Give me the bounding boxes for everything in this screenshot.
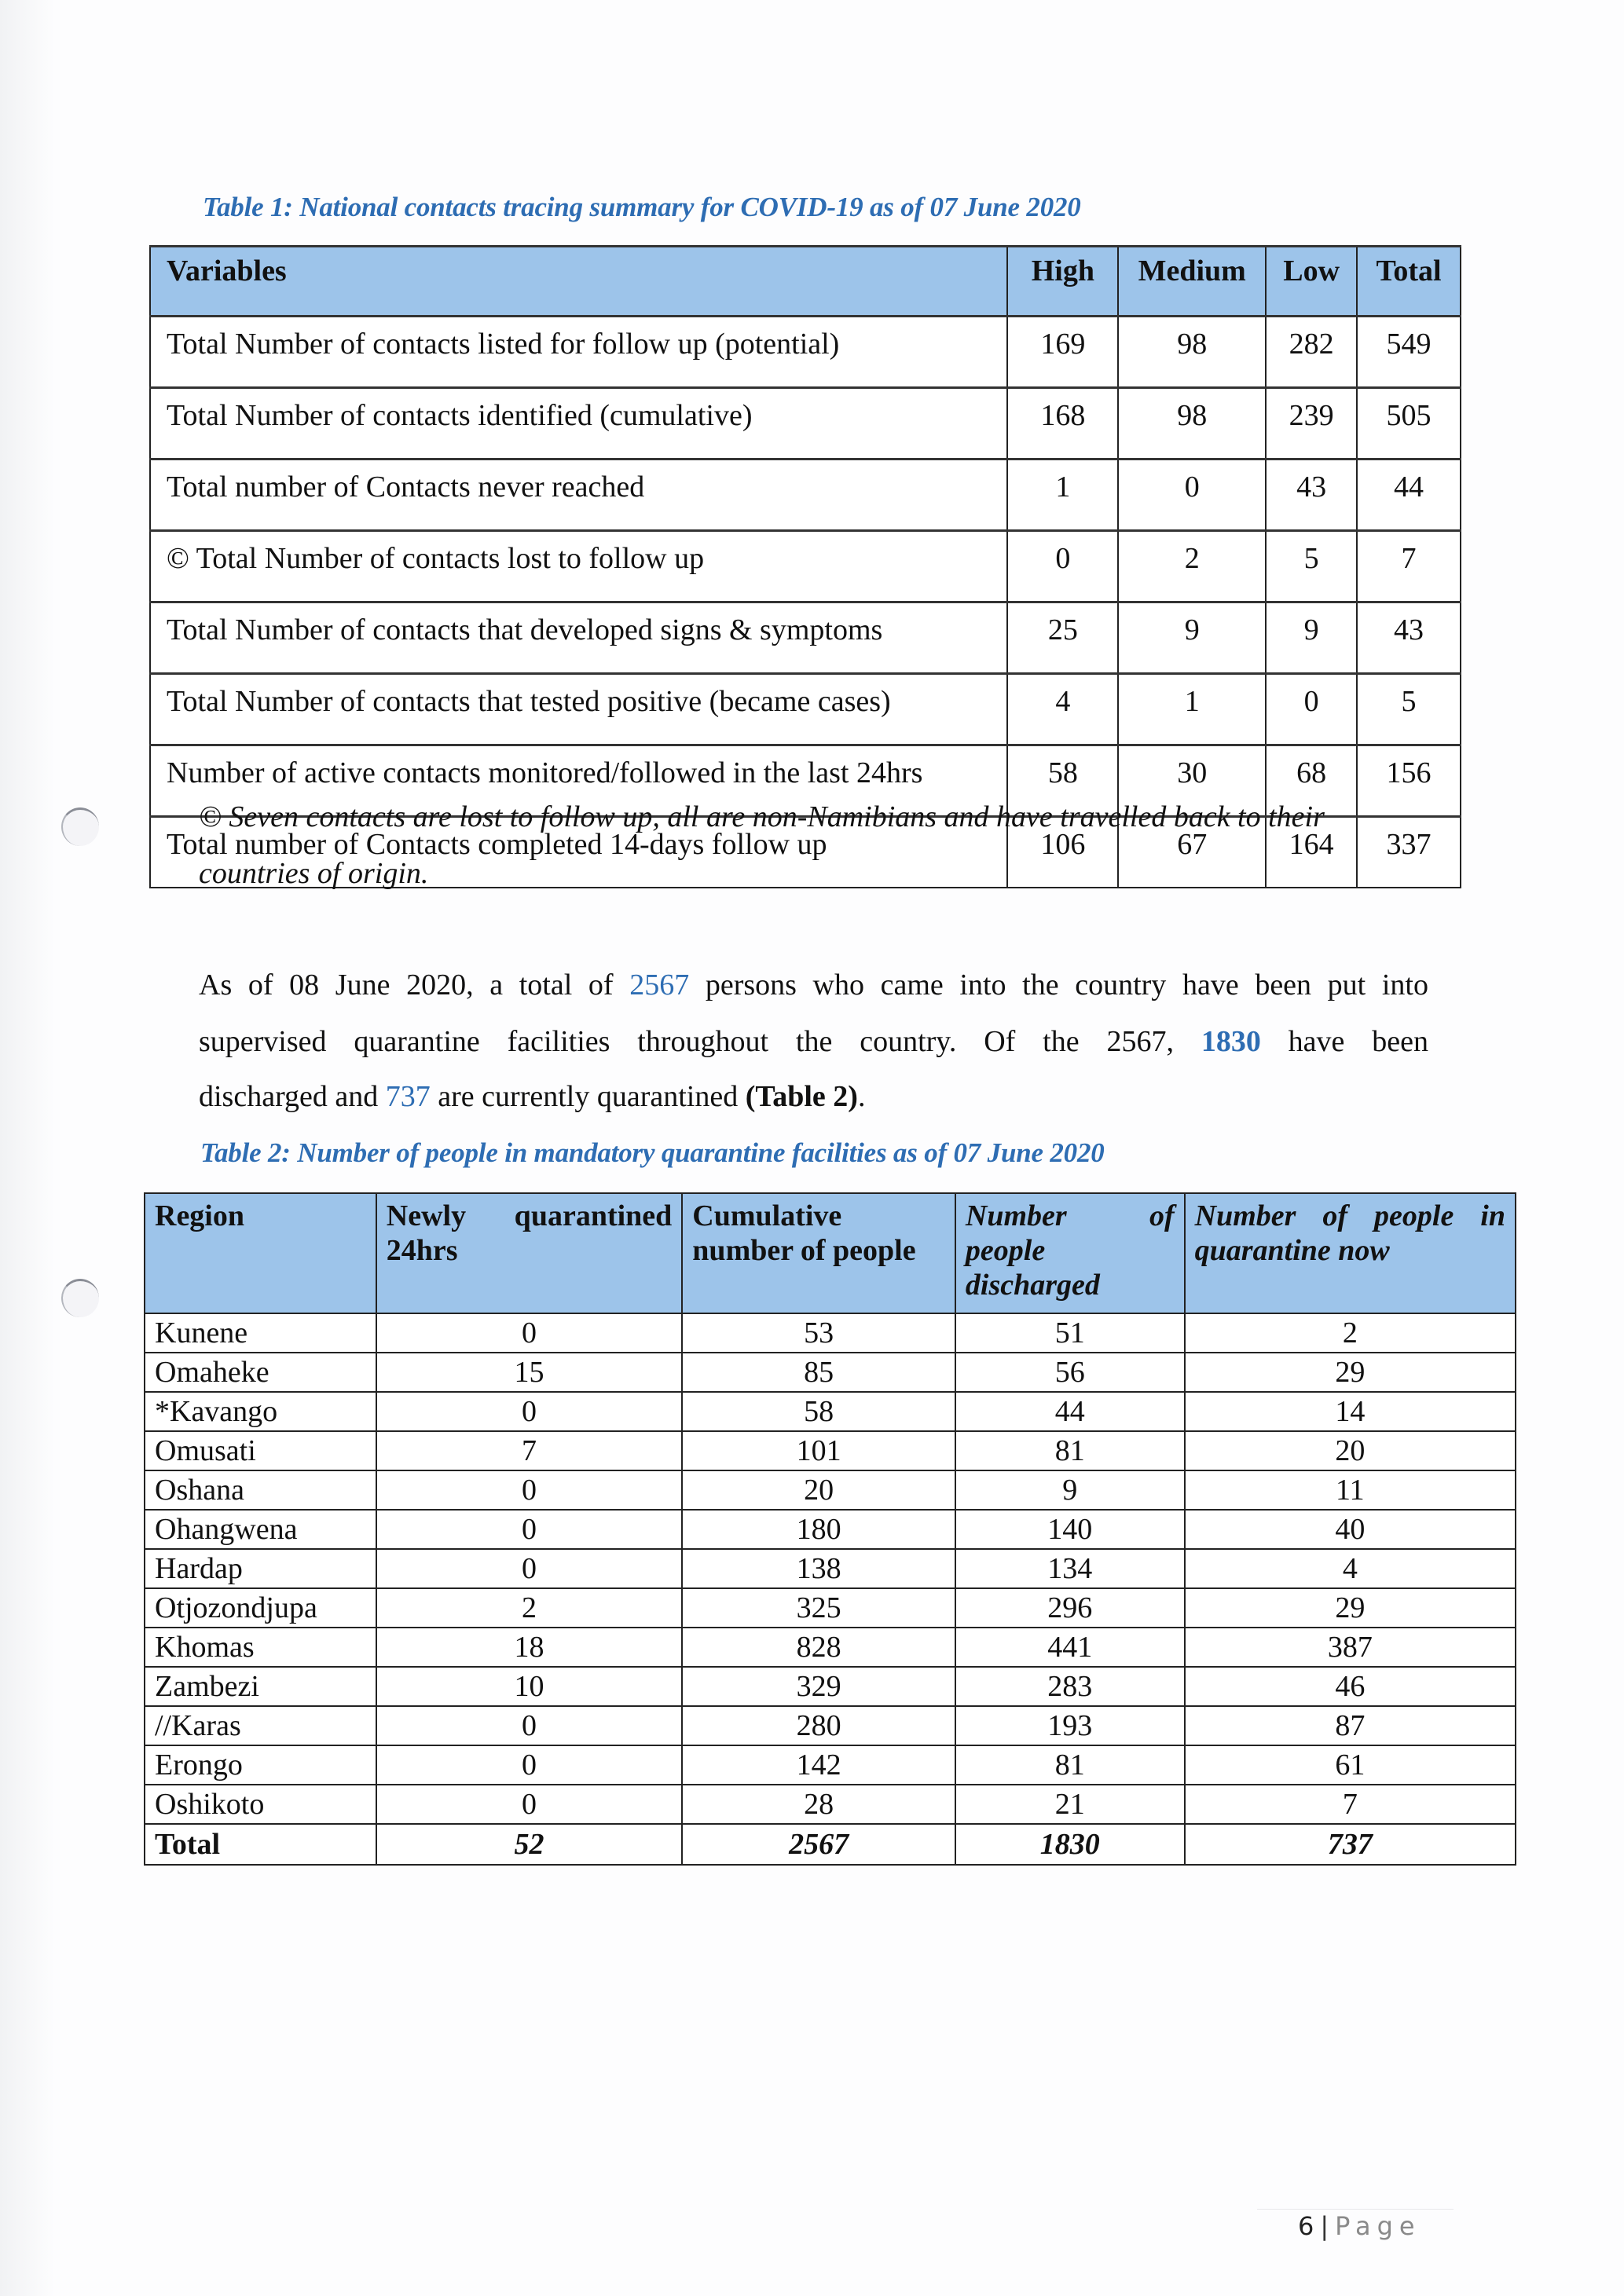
cell-total: 505: [1357, 388, 1461, 460]
cell-new: 10: [376, 1667, 683, 1706]
highlight-quarantined: 737: [385, 1080, 431, 1113]
cell-discharged: 296: [955, 1588, 1185, 1628]
header-total: Total: [1357, 247, 1461, 317]
cell-total-new: 52: [376, 1824, 683, 1865]
cell-new: 2: [376, 1588, 683, 1628]
cell-high: 4: [1007, 674, 1118, 745]
table-reference: (Table 2): [745, 1080, 858, 1113]
cell-total-discharged: 1830: [955, 1824, 1185, 1865]
cell-total: 156: [1357, 745, 1461, 817]
cell-discharged: 56: [955, 1353, 1185, 1392]
cell-high: 25: [1007, 602, 1118, 674]
cell-cumulative: 58: [682, 1392, 955, 1431]
cell-total-cumulative: 2567: [682, 1824, 955, 1865]
cell-region: Hardap: [145, 1549, 376, 1588]
table-row: [145, 1549, 1516, 1588]
cell-low: 5: [1266, 531, 1357, 602]
header-variables: Variables: [150, 247, 1007, 317]
table-row: [145, 1470, 1516, 1510]
cell-region: //Karas: [145, 1706, 376, 1745]
cell-new: 15: [376, 1353, 683, 1392]
header-newly-quarantined: Newly quarantined 24hrs: [376, 1193, 683, 1313]
paragraph-line3: [199, 1079, 1428, 1114]
cell-low: 9: [1266, 602, 1357, 674]
text-span: have been: [1260, 1025, 1429, 1058]
cell-cumulative: 329: [682, 1667, 955, 1706]
footer-divider: [1257, 2209, 1454, 2210]
cell-total: 43: [1357, 602, 1461, 674]
table-row: [150, 460, 1461, 531]
cell-region: Oshikoto: [145, 1785, 376, 1824]
header-region: Region: [145, 1193, 376, 1313]
page-number-footer: [1298, 2211, 1421, 2241]
cell-discharged: 283: [955, 1667, 1185, 1706]
cell-cumulative: 20: [682, 1470, 955, 1510]
cell-total: 549: [1357, 317, 1461, 388]
table-total-row: [145, 1824, 1516, 1865]
cell-cumulative: 85: [682, 1353, 955, 1392]
cell-now: 29: [1185, 1588, 1516, 1628]
table-header-row: [145, 1193, 1516, 1313]
table1-caption: Table 1: National contacts tracing summary for COVID-19 as of 07 June 2020: [203, 192, 1081, 222]
cell-high: 168: [1007, 388, 1118, 460]
cell-low: 282: [1266, 317, 1357, 388]
cell-region: Kunene: [145, 1313, 376, 1353]
cell-cumulative: 325: [682, 1588, 955, 1628]
table-row: [145, 1745, 1516, 1785]
cell-medium: 67: [1118, 817, 1266, 888]
cell-cumulative: 101: [682, 1431, 955, 1470]
cell-now: 7: [1185, 1785, 1516, 1824]
cell-region: Oshana: [145, 1470, 376, 1510]
cell-low: 239: [1266, 388, 1357, 460]
cell-now: 46: [1185, 1667, 1516, 1706]
cell-high: 1: [1007, 460, 1118, 531]
hole-punch-mark: [61, 807, 99, 846]
table-row: [145, 1510, 1516, 1549]
text-span: .: [857, 1080, 866, 1113]
cell-new: 0: [376, 1313, 683, 1353]
page-label: Page: [1335, 2211, 1421, 2241]
cell-discharged: 193: [955, 1706, 1185, 1745]
table-row: [145, 1392, 1516, 1431]
cell-now: 2: [1185, 1313, 1516, 1353]
cell-region: Zambezi: [145, 1667, 376, 1706]
cell-region: Omusati: [145, 1431, 376, 1470]
cell-region: Ohangwena: [145, 1510, 376, 1549]
cell-new: 0: [376, 1785, 683, 1824]
cell-medium: 2: [1118, 531, 1266, 602]
row-label: Total number of Contacts completed 14-days follow up: [150, 817, 1007, 888]
row-label: Total number of Contacts never reached: [150, 460, 1007, 531]
cell-total-now: 737: [1185, 1824, 1516, 1865]
table-row: [145, 1431, 1516, 1470]
page-number: 6: [1298, 2211, 1314, 2241]
paragraph-line2: [199, 1024, 1428, 1059]
cell-high: 106: [1007, 817, 1118, 888]
cell-now: 87: [1185, 1706, 1516, 1745]
cell-new: 0: [376, 1706, 683, 1745]
header-low: Low: [1266, 247, 1357, 317]
table-row: [145, 1353, 1516, 1392]
text-span: persons who came into the country have been put into: [689, 969, 1428, 1002]
text-span: supervised quarantine facilities throughout the country. Of the 2567,: [199, 1025, 1201, 1058]
text-span: As of 08 June 2020, a total of: [199, 969, 630, 1002]
table-row: [150, 317, 1461, 388]
table-row: [145, 1667, 1516, 1706]
cell-now: 61: [1185, 1745, 1516, 1785]
page-separator: |: [1320, 2211, 1329, 2241]
header-medium: Medium: [1118, 247, 1266, 317]
cell-now: 20: [1185, 1431, 1516, 1470]
table-row: [145, 1313, 1516, 1353]
table-row: [150, 674, 1461, 745]
text-span: are currently quarantined: [430, 1080, 746, 1113]
cell-medium: 98: [1118, 317, 1266, 388]
cell-discharged: 134: [955, 1549, 1185, 1588]
cell-new: 18: [376, 1628, 683, 1667]
row-label: © Total Number of contacts lost to follow up: [150, 531, 1007, 602]
row-label: Total Number of contacts that tested positive (became cases): [150, 674, 1007, 745]
cell-region: Otjozondjupa: [145, 1588, 376, 1628]
cell-total: 5: [1357, 674, 1461, 745]
header-discharged: Number of people discharged: [955, 1193, 1185, 1313]
table-row: [145, 1785, 1516, 1824]
scan-edge-shading: [0, 0, 55, 2296]
cell-discharged: 51: [955, 1313, 1185, 1353]
cell-now: 387: [1185, 1628, 1516, 1667]
table-header-row: [150, 247, 1461, 317]
text-span: discharged and: [199, 1080, 386, 1113]
cell-region: Omaheke: [145, 1353, 376, 1392]
cell-region: *Kavango: [145, 1392, 376, 1431]
contacts-tracing-table: [149, 245, 1461, 888]
row-label: Total Number of contacts identified (cumulative): [150, 388, 1007, 460]
paragraph-line1: [199, 968, 1428, 1002]
cell-high: 169: [1007, 317, 1118, 388]
cell-region: Erongo: [145, 1745, 376, 1785]
cell-cumulative: 828: [682, 1628, 955, 1667]
cell-now: 14: [1185, 1392, 1516, 1431]
highlight-total-persons: 2567: [629, 969, 690, 1002]
cell-medium: 98: [1118, 388, 1266, 460]
cell-now: 11: [1185, 1470, 1516, 1510]
row-label: Total Number of contacts that developed signs & symptoms: [150, 602, 1007, 674]
cell-discharged: 21: [955, 1785, 1185, 1824]
cell-cumulative: 280: [682, 1706, 955, 1745]
cell-high: 58: [1007, 745, 1118, 817]
cell-low: 68: [1266, 745, 1357, 817]
cell-high: 0: [1007, 531, 1118, 602]
cell-new: 0: [376, 1745, 683, 1785]
cell-total-label: Total: [145, 1824, 376, 1865]
table-row: [145, 1706, 1516, 1745]
highlight-discharged: 1830: [1201, 1025, 1261, 1058]
cell-low: 0: [1266, 674, 1357, 745]
table-row: [145, 1628, 1516, 1667]
cell-cumulative: 28: [682, 1785, 955, 1824]
cell-region: Khomas: [145, 1628, 376, 1667]
table-row: [150, 388, 1461, 460]
cell-medium: 9: [1118, 602, 1266, 674]
quarantine-facilities-table: [144, 1192, 1516, 1866]
cell-cumulative: 138: [682, 1549, 955, 1588]
cell-new: 0: [376, 1470, 683, 1510]
cell-discharged: 81: [955, 1431, 1185, 1470]
table-row: [145, 1588, 1516, 1628]
cell-medium: 30: [1118, 745, 1266, 817]
cell-total: 44: [1357, 460, 1461, 531]
cell-total: 7: [1357, 531, 1461, 602]
cell-medium: 0: [1118, 460, 1266, 531]
table-row: [150, 602, 1461, 674]
hole-punch-mark: [61, 1279, 99, 1317]
cell-cumulative: 142: [682, 1745, 955, 1785]
header-cumulative: Cumulative number of people: [682, 1193, 955, 1313]
cell-now: 4: [1185, 1549, 1516, 1588]
cell-low: 164: [1266, 817, 1357, 888]
table1-footnote-line1: © Seven contacts are lost to follow up, all are non-Namibians and have travelled back to their: [199, 800, 1325, 833]
cell-total: 337: [1357, 817, 1461, 888]
table-row: [150, 531, 1461, 602]
row-label: Total Number of contacts listed for follow up (potential): [150, 317, 1007, 388]
cell-low: 43: [1266, 460, 1357, 531]
header-high: High: [1007, 247, 1118, 317]
header-in-quarantine-now: Number of people in quarantine now: [1185, 1193, 1516, 1313]
cell-discharged: 81: [955, 1745, 1185, 1785]
cell-new: 0: [376, 1549, 683, 1588]
table2-caption: Table 2: Number of people in mandatory quarantine facilities as of 07 June 2020: [200, 1137, 1105, 1168]
row-label: Number of active contacts monitored/followed in the last 24hrs: [150, 745, 1007, 817]
cell-cumulative: 180: [682, 1510, 955, 1549]
cell-new: 7: [376, 1431, 683, 1470]
cell-discharged: 44: [955, 1392, 1185, 1431]
cell-now: 29: [1185, 1353, 1516, 1392]
cell-cumulative: 53: [682, 1313, 955, 1353]
cell-discharged: 9: [955, 1470, 1185, 1510]
cell-new: 0: [376, 1510, 683, 1549]
cell-discharged: 441: [955, 1628, 1185, 1667]
cell-medium: 1: [1118, 674, 1266, 745]
cell-new: 0: [376, 1392, 683, 1431]
table1-footnote-line2: countries of origin.: [199, 857, 429, 890]
cell-discharged: 140: [955, 1510, 1185, 1549]
cell-now: 40: [1185, 1510, 1516, 1549]
